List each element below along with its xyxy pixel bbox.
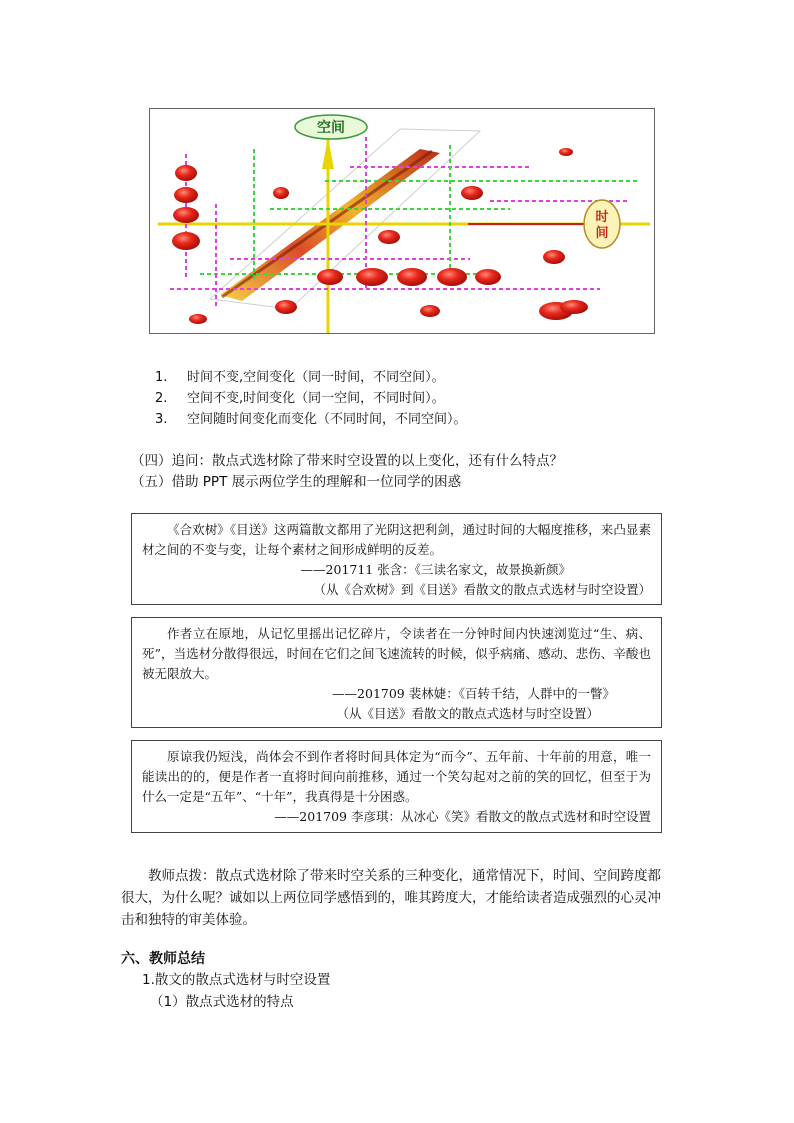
figure-svg xyxy=(150,109,655,334)
quote-3-source: ——201709 李彦琪：从冰心《笑》看散文的散点式选材和时空设置 xyxy=(274,809,651,824)
quote-1-source: ——201711 张含：《三读名家文，故景换新颜》 xyxy=(300,562,571,577)
paragraph-five: （五）借助 PPT 展示两位学生的理解和一位同学的困惑 xyxy=(131,474,462,490)
quote-1-source-2: （从《合欢树》到《目送》看散文的散点式选材与时空设置） xyxy=(313,582,651,597)
time-space-figure xyxy=(149,108,655,334)
quote-box-3 xyxy=(131,740,662,833)
time-label-2: 间 xyxy=(595,226,609,241)
teacher-note: 教师点拨：散点式选材除了带来时空关系的三种变化，通常情况下，时间、空间跨度都很大，为什么呢？诚如以上两位同学感悟到的，唯其跨度大，才能给读者造成强烈的心灵冲击和独特的审美体验。 xyxy=(121,868,661,928)
subheading-1-1: （1）散点式选材的特点 xyxy=(150,994,294,1010)
space-label: 空间 xyxy=(317,120,345,136)
quote-2-source: ——201709 裴林婕：《百转千结，人群中的一瞥》 xyxy=(332,686,615,701)
section-six-heading: 六、教师总结 xyxy=(121,951,205,967)
quote-2-source-2: （从《目送》看散文的散点式选材与时空设置） xyxy=(336,706,599,721)
quote-3-text: 原谅我仍短浅，尚体会不到作者将时间具体定为“而今”、五年前、十年前的用意，唯一能读出的的，便是作者一直将时间向前推移，通过一个笑勾起对之前的笑的回忆，但至于为什么一定是“五年”、“十年”，我真得是十分困惑。 xyxy=(142,749,651,804)
quote-1-text: 《合欢树》《目送》这两篇散文都用了光阴这把利剑，通过时间的大幅度推移，来凸显素材之间的不变与变，让每个素材之间形成鲜明的反差。 xyxy=(142,522,651,557)
list-item-2: 2. 空间不变,时间变化（同一空间，不同时间）。 xyxy=(155,391,445,406)
time-label-1: 时 xyxy=(595,210,609,225)
subheading-1: 1.散文的散点式选材与时空设置 xyxy=(142,972,331,988)
quote-box-2 xyxy=(131,617,662,728)
quote-2-text: 作者立在原地，从记忆里摇出记忆碎片，令读者在一分钟时间内快速浏览过“生、病、死”，当选材分散得很远，时间在它们之间飞速流转的时候，似乎病痛、感动、悲伤、辛酸也被无限放大。 xyxy=(142,626,651,681)
paragraph-four: （四）追问：散点式选材除了带来时空设置的以上变化，还有什么特点？ xyxy=(131,453,563,469)
list-item-1: 1. 时间不变,空间变化（同一时间，不同空间）。 xyxy=(155,370,445,385)
quote-box-1 xyxy=(131,513,662,605)
list-item-3: 3. 空间随时间变化而变化（不同时间，不同空间）。 xyxy=(155,412,467,427)
